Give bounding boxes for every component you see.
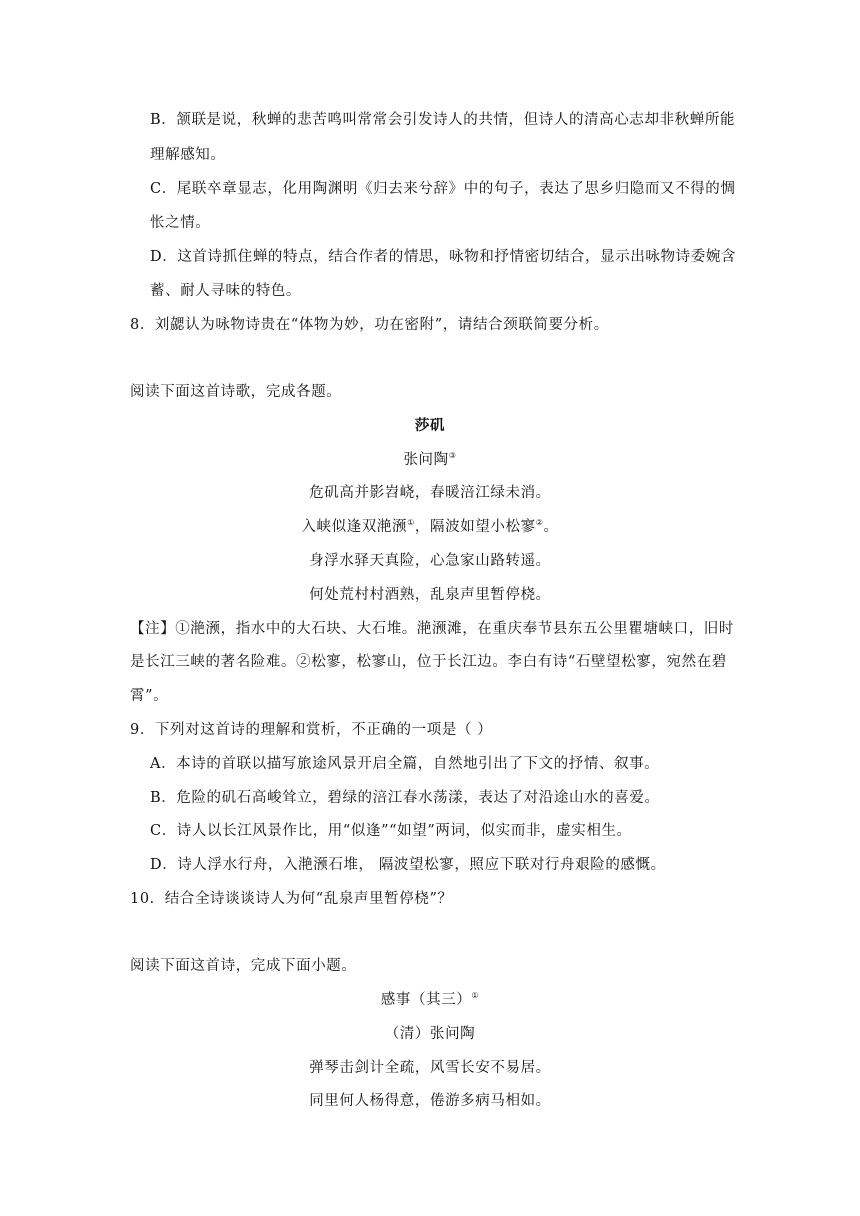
question-9-option-c: C．诗人以长江风景作比，用“似逢”“如望”两词，似实而非，虚实相生。: [150, 823, 632, 839]
option-c-line1: C．尾联卒章显志，化用陶渊明《归去来兮辞》中的句子，表达了思乡归隐而又不得的惆: [150, 181, 736, 197]
question-9-option-a: A．本诗的首联以描写旅途风景开启全篇，自然地引出了下文的抒情、叙事。: [150, 756, 660, 772]
question-9-stem: 9．下列对这首诗的理解和赏析，不正确的一项是（ ）: [130, 722, 493, 738]
option-d-line1: D．这首诗抓住蝉的特点，结合作者的情思，咏物和抒情密切结合，显示出咏物诗委婉含: [150, 249, 737, 265]
question-10: 10．结合全诗谈谈诗人为何“乱泉声里暂停桡”？: [130, 891, 453, 907]
poem2-line1: 危矶高并影岧峣，春暖涪江绿未消。: [309, 485, 551, 501]
poem2-line2: 入峡似逢双滟滪①，隔波如望小松寥②。: [301, 518, 559, 535]
footnote-mark: ③: [448, 451, 457, 460]
question-9-option-b: B．危险的矶石高峻耸立，碧绿的涪江春水荡漾，表达了对沿途山水的喜爱。: [150, 790, 660, 806]
poem3-line1: 弹琴击剑计全疏，风雪长安不易居。: [309, 1060, 551, 1076]
poem3-line2: 同里何人杨得意，倦游多病马相如。: [309, 1093, 551, 1109]
poem2-note-line1: 【注】①滟滪，指水中的大石块、大石堆。滟滪滩，在重庆奉节县东五公里瞿塘峡口，旧时: [130, 621, 734, 637]
passage2-instruction: 阅读下面这首诗歌，完成各题。: [130, 384, 342, 400]
question-8: 8．刘勰认为咏物诗贵在“体物为妙，功在密附”，请结合颈联简要分析。: [130, 317, 609, 333]
poem3-title: 感事（其三）①: [380, 991, 480, 1008]
poem2-title: 莎矶: [414, 417, 446, 434]
footnote-mark: ①: [407, 518, 415, 527]
footnote-mark: ②: [535, 518, 544, 527]
poem2-line4: 何处荒村村酒熟，乱泉声里暂停桡。: [309, 587, 551, 603]
option-c-line2: 怅之情。: [150, 215, 211, 231]
passage3-instruction: 阅读下面这首诗，完成下面小题。: [130, 958, 357, 974]
footnote-mark: ①: [471, 991, 480, 1000]
poem2-note-line2: 是长江三峡的著名险难。②松寥，松寥山，位于长江边。李白有诗“石壁望松寥，宛然在碧: [130, 654, 727, 670]
poem2-author: 张问陶③: [403, 451, 457, 468]
option-d-line2: 蓄、耐人寻味的特色。: [150, 283, 301, 299]
poem2-note-line3: 霄”。: [130, 688, 169, 704]
poem2-line3: 身浮水驿天真险，心急家山路转遥。: [309, 553, 551, 569]
question-9-option-d: D．诗人浮水行舟，入滟滪石堆， 隔波望松寥，照应下联对行舟艰险的感慨。: [150, 857, 666, 873]
option-b-line2: 理解感知。: [150, 147, 226, 163]
poem3-author: （清）张问陶: [384, 1026, 476, 1042]
option-b-line1: B．颔联是说，秋蝉的悲苦鸣叫常常会引发诗人的共情，但诗人的清高心志却非秋蝉所能: [150, 112, 736, 128]
